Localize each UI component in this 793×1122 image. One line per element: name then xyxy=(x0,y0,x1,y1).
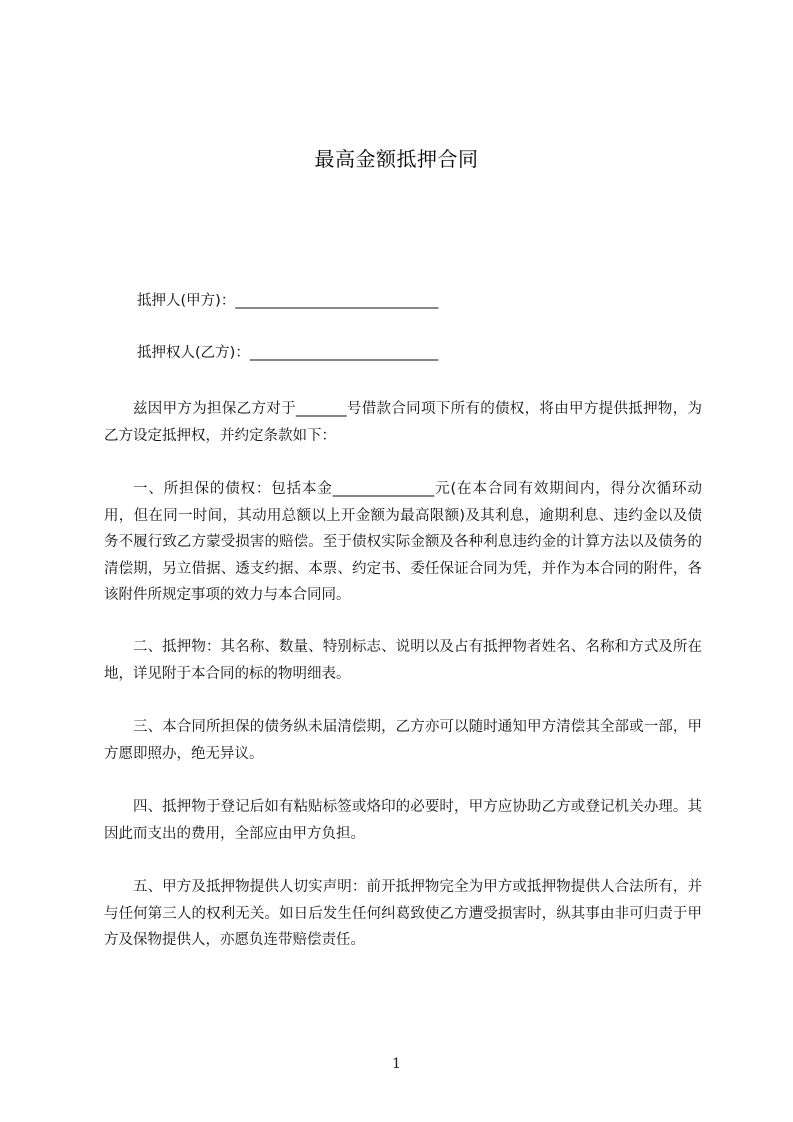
clause-4-paragraph: 四、抵押物于登记后如有粘贴标签或烙印的必要时，甲方应协助乙方或登记机关办理。其因此而支出的费用，全部应由甲方负担。 xyxy=(104,799,702,842)
clause-2-paragraph: 二、抵押物：其名称、数量、特别标志、说明以及占有抵押物者姓名、名称和方式及所在地，详见附于本合同的标的物明细表。 xyxy=(104,639,702,682)
clause-3-paragraph: 三、本合同所担保的债务纵未届清偿期，乙方亦可以随时通知甲方清偿其全部或一部，甲方愿即照办，绝无异议。 xyxy=(104,719,702,762)
clause-1-paragraph: 一、所担保的债权：包括本金______________元(在本合同有效期间内，得分次循环动用，但在同一时间，其动用总额以上开金额为最高限额)及其利息，逾期利息、违约金以及债务不履行致乙方蒙受损害的赔偿。至于债权实际金额及各种利息违约金的计算方法以及债务的清偿期，另立借据、透支约据、本票、约定书、委任保证合同为凭，并作为本合同的附件，各该附件所规定事项的效力与本合同同。 xyxy=(104,481,702,603)
document-title: 最高金额抵押合同 xyxy=(314,147,479,171)
mortgagee-field: 抵押权人(乙方)：__________________________ xyxy=(137,345,439,361)
clause-5-paragraph: 五、甲方及抵押物提供人切实声明：前开抵押物完全为甲方或抵押物提供人合法所有，并与任何第三人的权利无关。如日后发生任何纠葛致使乙方遭受损害时，纵其事由非可归责于甲方及保物提供人，亦愿负连带赔偿责任。 xyxy=(104,879,702,948)
page-number: 1 xyxy=(392,1056,401,1072)
mortgagor-field: 抵押人(甲方)：____________________________ xyxy=(137,293,439,309)
intro-paragraph: 兹因甲方为担保乙方对于_______号借款合同项下所有的债权，将由甲方提供抵押物，为乙方设定抵押权，并约定条款如下： xyxy=(104,401,702,444)
